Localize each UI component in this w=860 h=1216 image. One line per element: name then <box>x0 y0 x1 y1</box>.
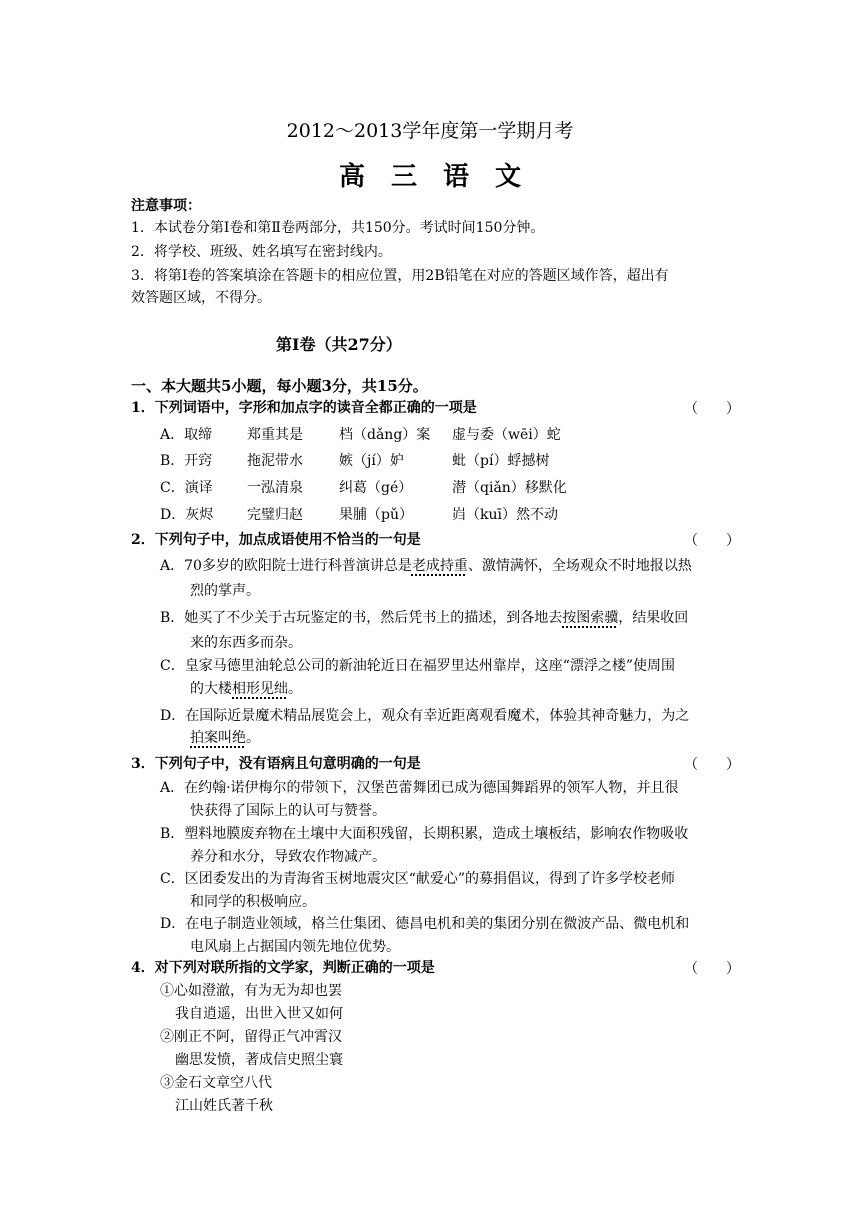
q3-option-d-line2: 电风扇上占据国内领先地位优势。 <box>190 939 400 955</box>
q2-option-d-line2 <box>190 727 260 747</box>
q3-option-c-line1: C．区团委发出的为青海省玉树地震灾区“献爱心”的募捐倡议，得到了许多学校老师 <box>160 871 676 887</box>
q3-option-b-line2: 养分和水分，导致农作物减产。 <box>190 849 386 865</box>
q1-option-d-idiom: 完璧归赵 <box>247 507 303 523</box>
q2-option-a-line2: 烈的掌声。 <box>190 583 260 599</box>
q1-option-b-idiom: 拖泥带水 <box>247 453 303 469</box>
question-stem-1: 1．下列词语中，字形和加点字的读音全都正确的一项是 <box>131 400 477 416</box>
couplet-line: 幽思发愤，著成信史照尘寰 <box>175 1052 343 1068</box>
q1-option-b-pinyin1: 嫉（jí）妒 <box>339 453 404 469</box>
q1-option-a-pinyin2: 虚与委（wēi）蛇 <box>452 427 561 443</box>
q1-option-a-idiom: 郑重其是 <box>247 427 303 443</box>
q3-option-d-line1: D．在电子制造业领域，格兰仕集团、德昌电机和美的集团分别在微波产品、微电机和 <box>160 916 690 932</box>
exam-title: 2012～2013学年度第一学期月考 <box>286 120 574 142</box>
question-stem-4: 4．对下列对联所指的文学家，判断正确的一项是 <box>131 960 435 976</box>
q2-option-a-line1 <box>160 555 692 575</box>
q1-option-c-idiom: 一泓清泉 <box>247 480 303 496</box>
highlighted-idiom: 拍案叫绝 <box>190 730 246 746</box>
q1-option-b-pinyin2: 蚍（pí）蜉撼树 <box>452 453 550 469</box>
answer-bracket-2[interactable]: （ ） <box>684 533 740 549</box>
couplet-line: ①心如澄澈，有为无为却也罢 <box>160 983 342 999</box>
notice-item: 1．本试卷分第Ⅰ卷和第Ⅱ卷两部分，共150分。考试时间150分钟。 <box>131 220 545 236</box>
text: 的大楼 <box>190 681 232 697</box>
q3-option-b-line1: B．塑料地膜废弃物在土壤中大面积残留，长期积累，造成土壤板结，影响农作物吸收 <box>160 826 689 842</box>
q2-option-d-line1: D．在国际近景魔术精品展览会上，观众有幸近距离观看魔术，体验其神奇魅力，为之 <box>160 708 690 724</box>
q2-option-c-line1: C．皇家马德里油轮总公司的新油轮近日在福罗里达州靠岸，这座“漂浮之楼”使周围 <box>160 658 676 674</box>
text: 、激情满怀，全场观众不时地报以热 <box>467 558 692 574</box>
q3-option-a-line1: A．在约翰·诺伊梅尔的带领下，汉堡芭蕾舞团已成为德国舞蹈界的领军人物，并且很 <box>160 780 679 796</box>
q2-option-b-line2: 来的东西多而杂。 <box>190 635 302 651</box>
couplet-line: ③金石文章空八代 <box>160 1075 272 1091</box>
notice-heading: 注意事项： <box>131 198 201 214</box>
text: A．70多岁的欧阳院士进行科普演讲总是 <box>160 558 412 574</box>
text: B．她买了不少关于古玩鉴定的书，然后凭书上的描述，到各地去 <box>160 610 563 626</box>
q1-option-c-pinyin2: 潜（qiǎn）移默化 <box>452 480 567 496</box>
text: ，结果收回 <box>618 610 689 626</box>
text: 。 <box>246 730 260 746</box>
answer-bracket-4[interactable]: （ ） <box>684 961 740 977</box>
q1-option-c-pinyin1: 纠葛（gé） <box>339 480 413 496</box>
q1-option-a-pinyin1: 档（dǎng）案 <box>339 427 431 443</box>
answer-bracket-3[interactable]: （ ） <box>684 757 740 773</box>
notice-item: 3．将第Ⅰ卷的答案填涂在答题卡的相应位置，用2B铅笔在对应的答题区域作答，超出有 <box>131 268 669 284</box>
q2-option-b-line1 <box>160 607 688 627</box>
highlighted-idiom: 相形见绌 <box>232 681 288 697</box>
highlighted-idiom: 老成持重 <box>411 558 468 574</box>
q2-option-c-line2 <box>190 678 302 698</box>
text: 。 <box>288 681 302 697</box>
part-heading: 第Ⅰ卷（共27分） <box>276 335 402 354</box>
question-stem-3: 3．下列句子中，没有语病且句意明确的一句是 <box>131 756 421 772</box>
couplet-line: 我自逍遥，出世入世又如何 <box>175 1006 343 1022</box>
q1-option-d-word: D．灰烬 <box>160 507 214 523</box>
highlighted-idiom: 按图索骥 <box>562 610 619 626</box>
q1-option-a-word: A．取缔 <box>160 427 213 443</box>
q1-option-c-word: C．演译 <box>160 480 213 496</box>
q1-option-d-pinyin1: 果脯（pǔ） <box>339 507 413 523</box>
subject-title: 高三语文 <box>338 162 547 192</box>
question-stem-2: 2．下列句子中，加点成语使用不恰当的一句是 <box>131 532 421 548</box>
couplet-line: 江山姓氏著千秋 <box>175 1098 273 1114</box>
q3-option-a-line2: 快获得了国际上的认可与赞誉。 <box>190 803 386 819</box>
notice-item: 效答题区域，不得分。 <box>131 290 271 306</box>
answer-bracket-1[interactable]: （ ） <box>684 401 740 417</box>
q1-option-b-word: B．开窍 <box>160 453 213 469</box>
q3-option-c-line2: 和同学的积极响应。 <box>190 894 316 910</box>
section-heading: 一、本大题共5小题，每小题3分，共15分。 <box>131 377 428 395</box>
couplet-line: ②刚正不阿，留得正气冲霄汉 <box>160 1029 342 1045</box>
notice-item: 2．将学校、班级、姓名填写在密封线内。 <box>131 244 392 260</box>
q1-option-d-pinyin2: 岿（kuī）然不动 <box>452 507 558 523</box>
